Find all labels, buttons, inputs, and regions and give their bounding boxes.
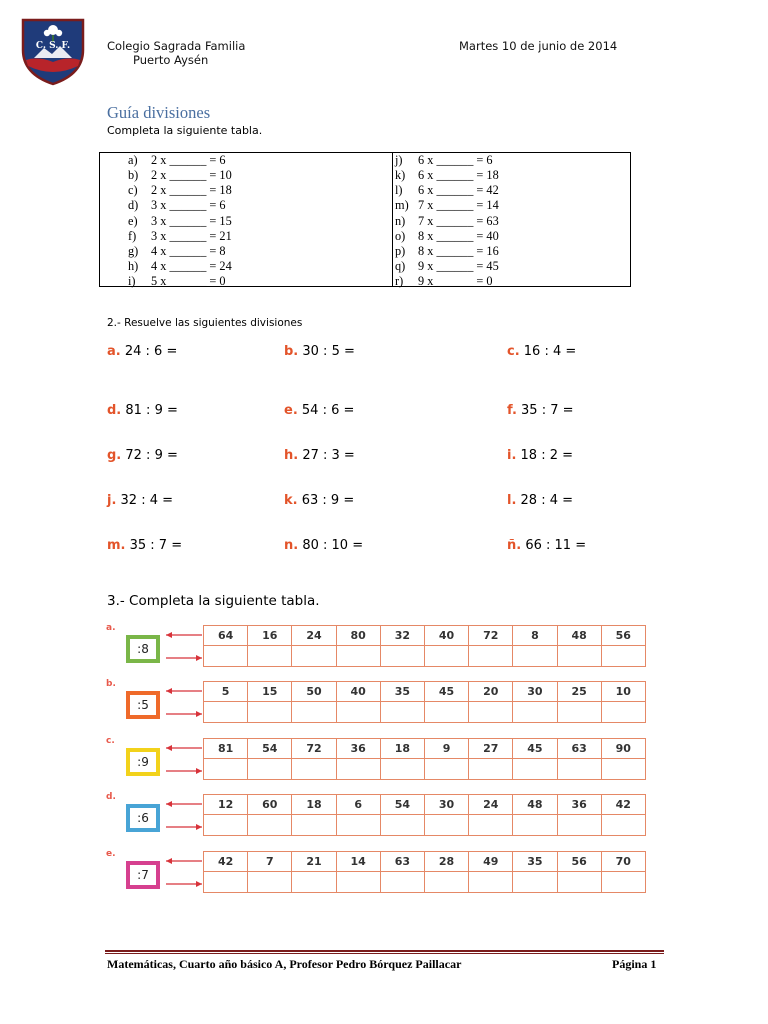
table-cell: 35 bbox=[380, 682, 424, 702]
table-cell: 40 bbox=[336, 682, 380, 702]
division-item bbox=[107, 493, 173, 508]
table-cell: 72 bbox=[292, 739, 336, 759]
answer-cell[interactable] bbox=[601, 646, 645, 667]
division-item bbox=[507, 448, 573, 463]
row-label: k) bbox=[395, 168, 406, 183]
school-town: Puerto Aysén bbox=[133, 53, 209, 67]
row-label: f) bbox=[128, 228, 137, 243]
answer-cell[interactable] bbox=[469, 759, 513, 780]
answer-cell[interactable] bbox=[469, 872, 513, 893]
division-item bbox=[507, 493, 573, 508]
table-cell: 40 bbox=[424, 626, 468, 646]
arrow-left-icon bbox=[164, 630, 204, 640]
table-row bbox=[204, 739, 646, 759]
answer-cell[interactable] bbox=[292, 646, 336, 667]
table-row bbox=[128, 244, 232, 259]
row-expression: 9 x ______ = 0 bbox=[418, 274, 493, 289]
division-item bbox=[107, 403, 178, 418]
table-row bbox=[395, 153, 499, 168]
row-label: r) bbox=[395, 274, 404, 289]
item-letter: k. bbox=[284, 493, 298, 508]
table-cell: 10 bbox=[601, 682, 645, 702]
table-row bbox=[128, 259, 232, 274]
row-expression: 6 x ______ = 42 bbox=[418, 183, 499, 198]
table-letter: c. bbox=[106, 736, 115, 746]
table-cell: 60 bbox=[248, 795, 292, 815]
arrow-left-icon bbox=[164, 743, 204, 753]
item-expression: 30 : 5 = bbox=[298, 344, 355, 359]
table-cell: 48 bbox=[557, 626, 601, 646]
row-label: g) bbox=[128, 243, 139, 258]
table-letter: e. bbox=[106, 849, 116, 859]
footer-text: Matemáticas, Cuarto año básico A, Profesor Pedro Bórquez Paillacar bbox=[107, 957, 462, 971]
answer-cell[interactable] bbox=[601, 815, 645, 836]
table-cell: 56 bbox=[601, 626, 645, 646]
page-title: Guía divisiones bbox=[107, 103, 211, 122]
table-cell: 12 bbox=[204, 795, 248, 815]
table-cell: 48 bbox=[513, 795, 557, 815]
table-cell: 18 bbox=[292, 795, 336, 815]
divisor-box: :7 bbox=[126, 861, 160, 889]
table-cell: 16 bbox=[248, 626, 292, 646]
answer-cell[interactable] bbox=[380, 759, 424, 780]
row-expression: 8 x ______ = 40 bbox=[418, 228, 499, 243]
answer-cell[interactable] bbox=[424, 702, 468, 723]
arrow-left-icon bbox=[164, 856, 204, 866]
row-label: a) bbox=[128, 153, 138, 167]
row-expression: 6 x ______ = 18 bbox=[418, 168, 499, 183]
table-cell: 42 bbox=[204, 852, 248, 872]
answer-row bbox=[204, 872, 646, 893]
item-expression: 18 : 2 = bbox=[516, 448, 574, 463]
table-letter: a. bbox=[106, 623, 116, 633]
answer-cell[interactable] bbox=[601, 872, 645, 893]
table-cell: 7 bbox=[248, 852, 292, 872]
table-row bbox=[395, 274, 499, 289]
row-expression: 6 x ______ = 6 bbox=[418, 153, 493, 167]
table-cell: 70 bbox=[601, 852, 645, 872]
item-letter: c. bbox=[507, 344, 520, 359]
row-label: b) bbox=[128, 168, 139, 183]
table-row bbox=[128, 168, 232, 183]
answer-cell[interactable] bbox=[292, 815, 336, 836]
table-cell: 5 bbox=[204, 682, 248, 702]
answer-cell[interactable] bbox=[513, 702, 557, 723]
item-expression: 35 : 7 = bbox=[516, 403, 574, 418]
item-expression: 66 : 11 = bbox=[521, 538, 587, 553]
item-expression: 35 : 7 = bbox=[125, 538, 183, 553]
divisor-box: :9 bbox=[126, 748, 160, 776]
answer-cell[interactable] bbox=[469, 702, 513, 723]
table-cell: 45 bbox=[424, 682, 468, 702]
table-cell: 49 bbox=[469, 852, 513, 872]
table-cell: 54 bbox=[248, 739, 292, 759]
arrow-right-icon bbox=[164, 653, 204, 663]
table-row bbox=[395, 183, 499, 198]
table-row bbox=[395, 214, 499, 229]
table-cell: 63 bbox=[557, 739, 601, 759]
answer-cell[interactable] bbox=[380, 872, 424, 893]
table-cell: 36 bbox=[557, 795, 601, 815]
item-expression: 27 : 3 = bbox=[298, 448, 355, 463]
answer-cell[interactable] bbox=[248, 815, 292, 836]
row-expression: 3 x ______ = 21 bbox=[151, 228, 232, 243]
item-letter: d. bbox=[107, 403, 122, 418]
answer-cell[interactable] bbox=[336, 872, 380, 893]
row-expression: 2 x ______ = 18 bbox=[151, 183, 232, 198]
item-expression: 28 : 4 = bbox=[516, 493, 574, 508]
item-expression: 16 : 4 = bbox=[519, 344, 577, 359]
item-expression: 54 : 6 = bbox=[297, 403, 355, 418]
answer-cell[interactable] bbox=[601, 702, 645, 723]
table-cell: 63 bbox=[380, 852, 424, 872]
row-label: j) bbox=[395, 153, 403, 167]
answer-cell[interactable] bbox=[513, 759, 557, 780]
table-left-column bbox=[128, 153, 232, 289]
row-label: l) bbox=[395, 183, 403, 198]
item-letter: j. bbox=[107, 493, 117, 508]
division-item bbox=[284, 493, 354, 508]
answer-cell[interactable] bbox=[557, 646, 601, 667]
arrow-right-icon bbox=[164, 766, 204, 776]
row-expression: 3 x ______ = 15 bbox=[151, 213, 232, 228]
table-row bbox=[395, 198, 499, 213]
section-2-heading: 2.- Resuelve las siguientes divisiones bbox=[107, 317, 303, 329]
item-letter: a. bbox=[107, 344, 121, 359]
division-table bbox=[203, 681, 646, 723]
division-table bbox=[203, 851, 646, 893]
table-cell: 24 bbox=[469, 795, 513, 815]
table-row bbox=[395, 244, 499, 259]
answer-cell[interactable] bbox=[469, 646, 513, 667]
row-label: p) bbox=[395, 243, 406, 258]
table-cell: 81 bbox=[204, 739, 248, 759]
answer-cell[interactable] bbox=[380, 702, 424, 723]
answer-cell[interactable] bbox=[557, 815, 601, 836]
row-label: q) bbox=[395, 258, 406, 273]
answer-cell[interactable] bbox=[601, 759, 645, 780]
table-cell: 35 bbox=[513, 852, 557, 872]
row-label: m) bbox=[395, 198, 409, 213]
table-cell: 9 bbox=[424, 739, 468, 759]
division-item bbox=[284, 344, 355, 359]
table-cell: 56 bbox=[557, 852, 601, 872]
answer-cell[interactable] bbox=[248, 702, 292, 723]
answer-cell[interactable] bbox=[513, 815, 557, 836]
table-cell: 18 bbox=[380, 739, 424, 759]
table-cell: 28 bbox=[424, 852, 468, 872]
table-cell: 15 bbox=[248, 682, 292, 702]
item-letter: e. bbox=[284, 403, 298, 418]
answer-cell[interactable] bbox=[557, 872, 601, 893]
table-row bbox=[128, 274, 232, 289]
school-name: Colegio Sagrada Familia bbox=[107, 39, 246, 53]
row-expression: 2 x ______ = 10 bbox=[151, 168, 232, 183]
answer-cell[interactable] bbox=[336, 815, 380, 836]
item-letter: n. bbox=[284, 538, 299, 553]
table-right-column bbox=[395, 153, 499, 289]
table-cell: 90 bbox=[601, 739, 645, 759]
answer-row bbox=[204, 815, 646, 836]
table-cell: 8 bbox=[513, 626, 557, 646]
table-row bbox=[128, 198, 232, 213]
table-row bbox=[128, 153, 232, 168]
answer-cell[interactable] bbox=[248, 646, 292, 667]
table-cell: 14 bbox=[336, 852, 380, 872]
answer-cell[interactable] bbox=[248, 759, 292, 780]
row-expression: 5 x ______ = 0 bbox=[151, 274, 226, 289]
answer-cell[interactable] bbox=[557, 702, 601, 723]
table-row bbox=[128, 214, 232, 229]
division-item bbox=[107, 448, 178, 463]
table-row bbox=[128, 229, 232, 244]
arrow-right-icon bbox=[164, 822, 204, 832]
answer-cell[interactable] bbox=[513, 872, 557, 893]
table-row bbox=[395, 259, 499, 274]
answer-row bbox=[204, 702, 646, 723]
school-crest-logo bbox=[20, 16, 86, 86]
table-row bbox=[204, 626, 646, 646]
division-item bbox=[284, 403, 354, 418]
answer-row bbox=[204, 646, 646, 667]
row-label: o) bbox=[395, 228, 406, 243]
division-item bbox=[507, 344, 576, 359]
answer-cell[interactable] bbox=[424, 759, 468, 780]
row-label: c) bbox=[128, 183, 138, 198]
row-expression: 2 x ______ = 6 bbox=[151, 153, 226, 167]
row-label: h) bbox=[128, 258, 139, 273]
table-row bbox=[395, 168, 499, 183]
row-label: e) bbox=[128, 213, 138, 228]
answer-cell[interactable] bbox=[424, 646, 468, 667]
table-cell: 36 bbox=[336, 739, 380, 759]
division-item bbox=[284, 538, 363, 553]
table-row bbox=[204, 795, 646, 815]
table-cell: 32 bbox=[380, 626, 424, 646]
row-expression: 7 x ______ = 63 bbox=[418, 213, 499, 228]
arrow-right-icon bbox=[164, 879, 204, 889]
row-expression: 4 x ______ = 24 bbox=[151, 258, 232, 273]
item-letter: h. bbox=[284, 448, 299, 463]
divisor-box: :5 bbox=[126, 691, 160, 719]
answer-cell[interactable] bbox=[204, 815, 248, 836]
answer-cell[interactable] bbox=[469, 815, 513, 836]
answer-cell[interactable] bbox=[424, 872, 468, 893]
row-label: d) bbox=[128, 198, 139, 213]
item-expression: 72 : 9 = bbox=[121, 448, 178, 463]
instruction-1: Completa la siguiente tabla. bbox=[107, 124, 263, 137]
answer-cell[interactable] bbox=[204, 702, 248, 723]
logo-text: C. S. F. bbox=[35, 41, 71, 51]
table-row bbox=[128, 183, 232, 198]
row-label: i) bbox=[128, 274, 136, 289]
row-label: n) bbox=[395, 213, 406, 228]
item-letter: l. bbox=[507, 493, 517, 508]
table-cell: 24 bbox=[292, 626, 336, 646]
table-cell: 25 bbox=[557, 682, 601, 702]
division-item bbox=[507, 403, 574, 418]
answer-cell[interactable] bbox=[557, 759, 601, 780]
table-row bbox=[395, 229, 499, 244]
division-table bbox=[203, 738, 646, 780]
divisor-box: :8 bbox=[126, 635, 160, 663]
item-letter: i. bbox=[507, 448, 517, 463]
item-expression: 81 : 9 = bbox=[121, 403, 178, 418]
arrow-right-icon bbox=[164, 709, 204, 719]
item-letter: b. bbox=[284, 344, 299, 359]
table-cell: 27 bbox=[469, 739, 513, 759]
item-letter: ñ. bbox=[507, 538, 522, 553]
division-item bbox=[107, 344, 177, 359]
item-expression: 32 : 4 = bbox=[116, 493, 174, 508]
answer-cell[interactable] bbox=[292, 872, 336, 893]
table-cell: 6 bbox=[336, 795, 380, 815]
division-item bbox=[507, 538, 586, 553]
arrow-left-icon bbox=[164, 686, 204, 696]
division-item bbox=[107, 538, 182, 553]
row-expression: 4 x ______ = 8 bbox=[151, 243, 226, 258]
table-cell: 30 bbox=[513, 682, 557, 702]
table-cell: 20 bbox=[469, 682, 513, 702]
table-cell: 50 bbox=[292, 682, 336, 702]
answer-cell[interactable] bbox=[204, 646, 248, 667]
item-expression: 24 : 6 = bbox=[120, 344, 178, 359]
division-table bbox=[203, 625, 646, 667]
row-expression: 8 x ______ = 16 bbox=[418, 243, 499, 258]
answer-cell[interactable] bbox=[204, 872, 248, 893]
item-letter: f. bbox=[507, 403, 517, 418]
table-cell: 72 bbox=[469, 626, 513, 646]
row-expression: 9 x ______ = 45 bbox=[418, 258, 499, 273]
table-row bbox=[204, 852, 646, 872]
table-letter: b. bbox=[106, 679, 116, 689]
table-row bbox=[204, 682, 646, 702]
answer-cell[interactable] bbox=[336, 646, 380, 667]
answer-cell[interactable] bbox=[513, 646, 557, 667]
answer-row bbox=[204, 759, 646, 780]
arrow-left-icon bbox=[164, 799, 204, 809]
answer-cell[interactable] bbox=[292, 702, 336, 723]
table-cell: 64 bbox=[204, 626, 248, 646]
table-cell: 42 bbox=[601, 795, 645, 815]
footer-rule bbox=[105, 950, 664, 952]
table-letter: d. bbox=[106, 792, 116, 802]
item-letter: m. bbox=[107, 538, 126, 553]
answer-cell[interactable] bbox=[380, 646, 424, 667]
section-3-heading: 3.- Completa la siguiente tabla. bbox=[107, 593, 320, 609]
row-expression: 7 x ______ = 14 bbox=[418, 198, 499, 213]
table-cell: 21 bbox=[292, 852, 336, 872]
item-letter: g. bbox=[107, 448, 122, 463]
item-expression: 80 : 10 = bbox=[298, 538, 364, 553]
table-cell: 54 bbox=[380, 795, 424, 815]
page-number: Página 1 bbox=[612, 957, 657, 971]
row-expression: 3 x ______ = 6 bbox=[151, 198, 226, 213]
answer-cell[interactable] bbox=[380, 815, 424, 836]
division-table bbox=[203, 794, 646, 836]
table-cell: 45 bbox=[513, 739, 557, 759]
answer-cell[interactable] bbox=[248, 872, 292, 893]
answer-cell[interactable] bbox=[204, 759, 248, 780]
division-item bbox=[284, 448, 355, 463]
multiplication-table bbox=[99, 152, 631, 287]
table-cell: 80 bbox=[336, 626, 380, 646]
answer-cell[interactable] bbox=[292, 759, 336, 780]
table-divider bbox=[392, 153, 393, 286]
answer-cell[interactable] bbox=[424, 815, 468, 836]
item-expression: 63 : 9 = bbox=[297, 493, 355, 508]
footer-rule-thin bbox=[105, 953, 664, 954]
table-cell: 30 bbox=[424, 795, 468, 815]
answer-cell[interactable] bbox=[336, 702, 380, 723]
answer-cell[interactable] bbox=[336, 759, 380, 780]
divisor-box: :6 bbox=[126, 804, 160, 832]
date-text: Martes 10 de junio de 2014 bbox=[459, 39, 618, 53]
